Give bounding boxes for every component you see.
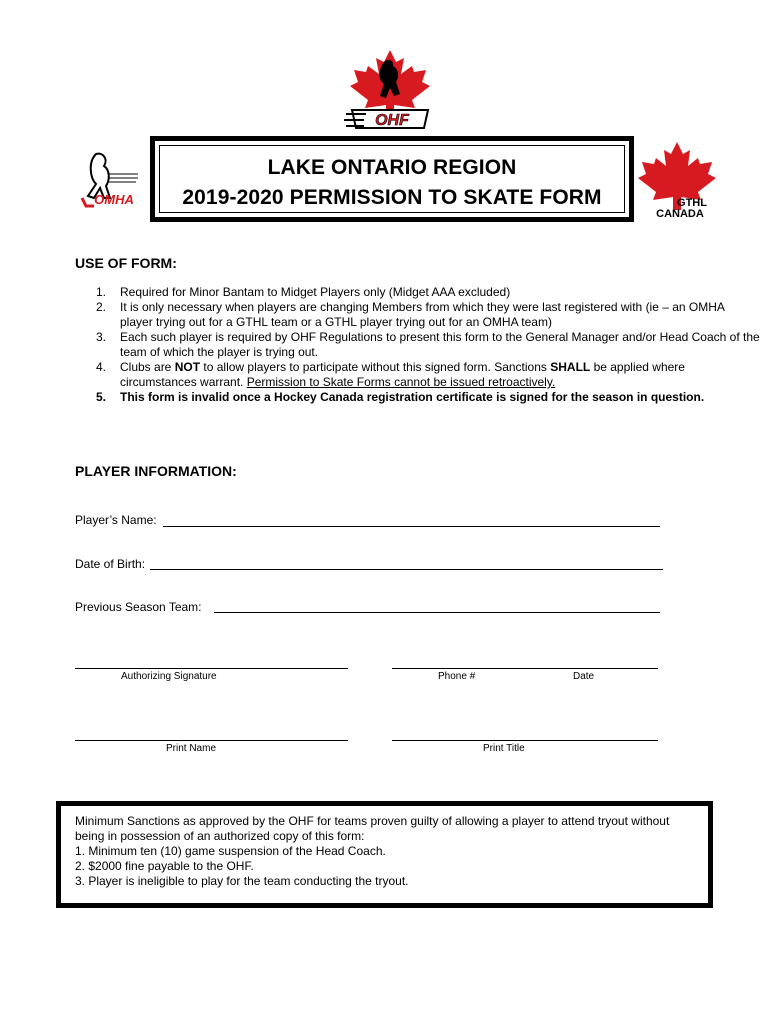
form-title: 2019-2020 PERMISSION TO SKATE FORM [182, 186, 602, 209]
phone-date-field[interactable] [392, 668, 658, 669]
list-number: 4. [96, 360, 107, 374]
omha-logo-text: OMHA [94, 192, 134, 207]
print-title-label: Print Title [483, 743, 525, 754]
list-number: 5. [96, 390, 107, 404]
list-item [96, 360, 760, 390]
form-title-box [150, 136, 634, 222]
sanctions-intro: Minimum Sanctions as approved by the OHF for teams proven guilty of allowing a player to attend tryout without being in possession of an authorized copy of this form: [75, 814, 670, 843]
list-item [96, 300, 760, 330]
gthl-canada-logo [636, 140, 718, 220]
list-item [96, 390, 760, 405]
player-name-field[interactable] [163, 526, 660, 527]
previous-season-team-label: Previous Season Team: [75, 600, 202, 614]
player-information-heading: PLAYER INFORMATION: [75, 463, 237, 479]
previous-season-team-field[interactable] [214, 612, 660, 613]
date-label: Date [573, 671, 595, 682]
list-item-text: It is only necessary when players are changing Members from which they were last registered with (ie – an OMHA player trying out for a GTHL team or a GTHL player trying out for an OMHA team) [120, 300, 725, 329]
ohf-logo-text: OHF [375, 112, 409, 129]
form-title-inner-border [159, 145, 625, 213]
player-name-label: Player’s Name: [75, 513, 157, 527]
print-title-field[interactable] [392, 740, 658, 741]
list-item-text: Clubs are [120, 360, 175, 374]
omha-logo [74, 150, 144, 212]
print-name-field[interactable] [75, 740, 348, 741]
list-number: 2. [96, 300, 107, 314]
region-title: LAKE ONTARIO REGION [267, 156, 517, 179]
list-item-text: This form is invalid once a Hockey Canada registration certificate is signed for the season in question. [120, 390, 705, 404]
use-of-form-list [75, 285, 760, 405]
sanctions-line: 2. $2000 fine payable to the OHF. [75, 859, 254, 873]
list-item-text: Required for Minor Bantam to Midget Players only (Midget AAA excluded) [120, 285, 511, 299]
gthl-logo-text: GTHL [677, 197, 707, 209]
list-number: 1. [96, 285, 107, 299]
list-item [96, 285, 760, 300]
use-of-form-heading: USE OF FORM: [75, 255, 177, 271]
list-item-text: be applied where circumstances warrant. [120, 360, 685, 389]
authorizing-signature-field[interactable] [75, 668, 348, 669]
date-of-birth-label: Date of Birth: [75, 557, 146, 571]
sanctions-line: 1. Minimum ten (10) game suspension of the Head Coach. [75, 844, 386, 858]
sanctions-line: 3. Player is ineligible to play for the team conducting the tryout. [75, 874, 409, 888]
sanctions-text [75, 814, 698, 889]
date-of-birth-field[interactable] [150, 569, 663, 570]
list-item-underlined: Permission to Skate Forms cannot be issued retroactively. [246, 375, 556, 389]
list-number: 3. [96, 330, 107, 344]
ohf-logo [344, 48, 436, 134]
print-name-label: Print Name [166, 743, 217, 754]
list-item-text: Each such player is required by OHF Regulations to present this form to the General Manager and/or Head Coach of the team of which the player is trying out. [120, 330, 760, 359]
sanctions-box [56, 801, 713, 908]
list-item-text: to allow players to participate without this signed form. Sanctions [200, 360, 551, 374]
list-item-emphasis: NOT [174, 360, 201, 374]
authorizing-signature-label: Authorizing Signature [121, 671, 217, 682]
list-item-emphasis: SHALL [550, 360, 591, 374]
canada-logo-text: CANADA [656, 208, 704, 220]
phone-label: Phone # [438, 671, 476, 682]
list-item [96, 330, 760, 360]
